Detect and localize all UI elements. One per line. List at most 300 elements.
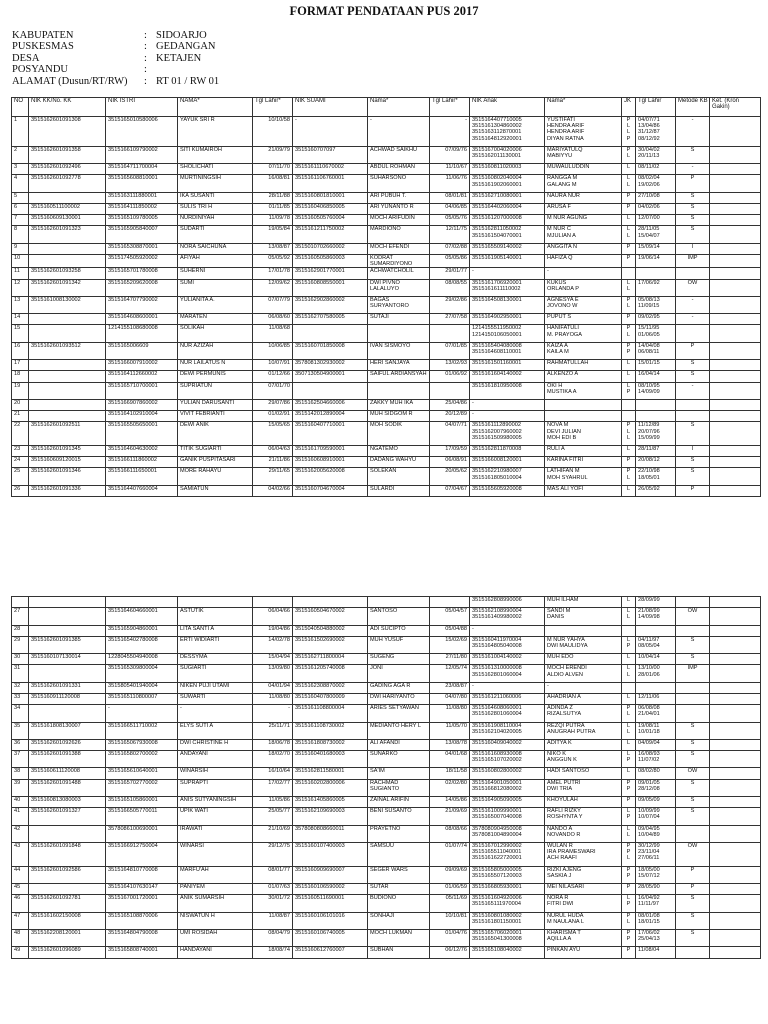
table-cell: 3515161604920006 3515165111970004 <box>470 895 545 912</box>
table-cell: MARIYATULQ MABIYYU <box>545 146 622 163</box>
table-cell: NUR AZIZAH <box>178 342 253 359</box>
table-cell: 28/11/87 <box>636 445 676 456</box>
table-cell: L L <box>622 175 636 192</box>
table-row <box>12 947 761 958</box>
table-cell: ADI SUCIPTO <box>368 625 430 636</box>
table-cell: 3515161604140002 <box>470 371 545 382</box>
table-cell: 27/07/58 <box>430 314 470 325</box>
table-cell: P L L <box>622 422 636 446</box>
table-cell: 3515040504880002 <box>293 625 368 636</box>
table-cell: 3515166511710002 <box>106 722 178 739</box>
table-cell: WINARSI <box>178 843 253 867</box>
table-cell <box>368 382 430 399</box>
table-cell <box>293 382 368 399</box>
table-cell: S <box>676 797 710 808</box>
table-cell <box>710 360 761 371</box>
table-cell: 33 <box>12 693 29 704</box>
table-cell <box>29 705 106 722</box>
table-cell <box>676 411 710 422</box>
table-cell: M NUR AGUNG <box>545 215 622 226</box>
table-cell: S <box>676 912 710 929</box>
table-cell: 14/02/78 <box>253 636 293 653</box>
table-cell: 3515164901050001 3515166812080002 <box>470 779 545 796</box>
table-cell: 3515162601091388 <box>29 751 106 768</box>
table-cell: 3515162109690003 <box>293 808 368 825</box>
table-cell: 3515162601091342 <box>29 279 106 296</box>
table-cell <box>710 314 761 325</box>
table-cell <box>710 693 761 704</box>
table-cell <box>622 411 636 422</box>
table-cell <box>29 597 106 608</box>
table-cell: 3515162005620008 <box>293 468 368 485</box>
table-cell: 3515162811870008 <box>470 445 545 456</box>
table-cell: 3515161008130002 <box>29 296 106 313</box>
table-cell: GADING AGA R <box>368 682 430 693</box>
table-row <box>12 371 761 382</box>
table-cell: 3515161108800004 <box>293 705 368 722</box>
table-cell: 3515161211060006 <box>470 693 545 704</box>
table-cell: SEGER WARS <box>368 866 430 883</box>
table-cell: 3515164102910004 <box>106 411 178 422</box>
table-cell: 3515165808740001 <box>106 947 178 958</box>
table-cell: 3515165006609 <box>106 342 178 359</box>
table-cell: 3515164407710005 3515161304860002 3515163112870001 3515164812920001 <box>470 117 545 147</box>
table-cell: 06/08/08 21/04/01 <box>636 705 676 722</box>
table-cell: 11/09/78 <box>253 215 293 226</box>
table-cell: SUTAJI <box>368 314 430 325</box>
table-cell: 22 <box>12 422 29 446</box>
table-cell: 19/08/11 10/01/18 <box>636 722 676 739</box>
table-cell: 06/08/91 <box>430 457 470 468</box>
table-cell: WULAN R IRA PRAMESWARI ACH RAAFI <box>545 843 622 867</box>
table-cell: L <box>622 693 636 704</box>
table-cell: 3515162601092626 <box>29 739 106 750</box>
table-cell: 3515160813080003 <box>29 797 106 808</box>
table-cell: 15 <box>12 325 29 342</box>
table-cell: 06/08/60 <box>253 314 293 325</box>
table-cell: S <box>676 371 710 382</box>
table-cell: 27/11/80 <box>430 654 470 665</box>
table-cell: BENI SUSANTO <box>368 808 430 825</box>
table-row <box>12 825 761 842</box>
table-cell: 3515162601093258 <box>29 268 106 279</box>
table-cell: 3515166111650001 <box>106 468 178 485</box>
table-cell: MORE RAHAYU <box>178 468 253 485</box>
table-cell: 3515162711800004 <box>293 654 368 665</box>
table-cell <box>710 422 761 446</box>
table-cell: RIZKI AJENG SASKIA J <box>545 866 622 883</box>
table-cell: SUTAR <box>368 884 430 895</box>
table-cell <box>710 243 761 254</box>
table-cell: 3515165509140002 <box>470 243 545 254</box>
table-row <box>12 843 761 867</box>
table-row <box>12 382 761 399</box>
info-separator: : <box>144 30 147 41</box>
table-cell: SONHAJI <box>368 912 430 929</box>
table-cell: 05/04/88 <box>430 625 470 636</box>
table-cell: 3515164508130001 <box>470 296 545 313</box>
table-cell <box>710 825 761 842</box>
table-cell: AGNESYA E JOVONO W <box>545 296 622 313</box>
table-cell: 3515160801080002 3515161801150001 <box>470 912 545 929</box>
table-cell: - <box>676 296 710 313</box>
table-cell: VIVIT FEBRIANTI <box>178 411 253 422</box>
table-cell: BUDIONO <box>368 895 430 912</box>
table-cell <box>710 608 761 625</box>
table-cell: NURUL HUDA M NAULANA L <box>545 912 622 929</box>
table-cell: 3515162308870002 <box>293 682 368 693</box>
table-cell: 01/07/74 <box>430 843 470 867</box>
table-cell: P P <box>622 866 636 883</box>
table-row <box>12 411 761 422</box>
table-cell: 05/05/76 <box>430 215 470 226</box>
table-cell <box>710 797 761 808</box>
info-value: GEDANGAN <box>156 41 216 53</box>
table-cell: ABDUL ROHMAN <box>368 164 430 175</box>
table-cell <box>710 400 761 411</box>
table-cell: 31 <box>12 665 29 682</box>
table-cell: 3515160401680003 <box>293 751 368 768</box>
table-cell: 3515162601092586 <box>29 866 106 883</box>
table-cell <box>545 400 622 411</box>
table-cell: SAMSUU <box>368 843 430 867</box>
column-header: Ket. (Kron Gakin) <box>710 98 761 117</box>
table-cell: 3515165109780005 <box>106 215 178 226</box>
table-cell: 43 <box>12 843 29 867</box>
table-cell: 21/09/69 <box>430 808 470 825</box>
table-cell: 3515166912750004 <box>106 843 178 867</box>
table-row <box>12 768 761 779</box>
table-cell: - <box>545 682 622 693</box>
table-cell: DEWI PERMUNIS <box>178 371 253 382</box>
table-cell <box>710 768 761 779</box>
table-cell: 3515162601091323 <box>29 226 106 243</box>
table-cell: P <box>622 243 636 254</box>
table-row <box>12 797 761 808</box>
table-cell: 02/02/80 <box>430 779 470 796</box>
table-cell: L P <box>622 808 636 825</box>
table-row <box>12 895 761 912</box>
table-cell: 3515161205740008 <box>293 665 368 682</box>
table-cell <box>710 371 761 382</box>
table-cell: SUNARKO <box>368 751 430 768</box>
table-cell: SULARDI <box>368 485 430 496</box>
table-cell: 01/11/85 <box>253 203 293 214</box>
table-cell: 04/07/80 <box>430 693 470 704</box>
table-cell: L <box>622 445 636 456</box>
table-cell: L P <box>622 636 636 653</box>
table-cell: S <box>676 457 710 468</box>
table-cell: L L <box>622 665 636 682</box>
table-row <box>12 693 761 704</box>
table-cell <box>29 314 106 325</box>
table-cell: 05/08/13 11/09/15 <box>636 296 676 313</box>
table-cell: SITI KUMAIROH <box>178 146 253 163</box>
table-cell: SANDI M DANIS <box>545 608 622 625</box>
table-cell: 3515162601091327 <box>29 808 106 825</box>
table-cell: 3515164608060001 3515162801060004 <box>470 705 545 722</box>
table-cell: 3578080904950008 3578081004890004 <box>470 825 545 842</box>
table-cell: 1228045504940008 <box>106 654 178 665</box>
table-cell: OW <box>676 608 710 625</box>
table-cell: 21 <box>12 411 29 422</box>
table-cell <box>29 884 106 895</box>
table-cell: - <box>430 117 470 147</box>
table-cell: KODRAT SUMARDIYONO <box>368 254 430 267</box>
column-header: NIK Anak <box>470 98 545 117</box>
table-cell: 01/06/92 <box>430 371 470 382</box>
table-row <box>12 203 761 214</box>
table-cell: ANIK SUMARSIH <box>178 895 253 912</box>
table-cell: MUH YUSUF <box>368 636 430 653</box>
table-cell: 01/02/91 <box>253 411 293 422</box>
table-cell <box>710 912 761 929</box>
table-cell: SUGIARTI <box>178 665 253 682</box>
table-cell: 18/02/70 <box>253 751 293 768</box>
table-cell: 11 <box>12 268 29 279</box>
table-cell: 3515164711700004 <box>106 164 178 175</box>
table-cell <box>710 485 761 496</box>
table-cell: ALI AFANDI <box>368 739 430 750</box>
table-cell: 3515161112890002 3515162007960002 3515161509980005 <box>470 422 545 446</box>
table-cell <box>545 411 622 422</box>
table-cell: 3515165702770002 <box>106 779 178 796</box>
table-cell: AFIYAH <box>178 254 253 267</box>
table-cell <box>676 597 710 608</box>
table-cell <box>710 895 761 912</box>
table-cell: 3515160406850005 <box>293 203 368 214</box>
table-cell: 07/09/76 <box>430 146 470 163</box>
table-cell: 04/07/71 13/04/86 31/12/87 08/12/92 <box>636 117 676 147</box>
column-header: NAMA* <box>178 98 253 117</box>
table-cell <box>29 411 106 422</box>
table-cell: RAHMATULLAH <box>545 360 622 371</box>
table-cell: MOCH ERENDI ALDIO ALVEN <box>545 665 622 682</box>
table-cell: S <box>676 215 710 226</box>
table-row <box>12 751 761 768</box>
table-cell: 3515164905090005 <box>470 797 545 808</box>
table-cell: 3515164111850002 <box>106 203 178 214</box>
table-cell: 17/01/78 <box>253 268 293 279</box>
table-cell: 01/04/76 <box>430 929 470 946</box>
table-cell: 3515165402780008 <box>106 636 178 653</box>
pus-table-page-2 <box>11 596 761 959</box>
table-cell: 16/08/93 11/07/02 <box>636 751 676 768</box>
table-cell: P P <box>622 779 636 796</box>
table-cell: DWI PIVNO LALALUYO <box>368 279 430 296</box>
table-cell: 3515160701850008 <box>293 342 368 359</box>
table-cell: DESSYMA <box>178 654 253 665</box>
table-cell: MOH SODIK <box>368 422 430 446</box>
table-cell: ELYS SUTI A <box>178 722 253 739</box>
table-cell <box>710 254 761 267</box>
table-cell: 3515165710700001 <box>106 382 178 399</box>
table-cell: 3515161602150008 <box>29 912 106 929</box>
table-cell: 21/08/99 14/09/98 <box>636 608 676 625</box>
table-cell: 6 <box>12 203 29 214</box>
table-cell: KHARISMA T AQILLA A <box>545 929 622 946</box>
table-cell <box>12 597 29 608</box>
table-cell <box>710 722 761 739</box>
table-cell: 30/04/02 20/11/13 <box>636 146 676 163</box>
table-cell: M NUR YAHYA DWI MAULIDYA <box>545 636 622 653</box>
info-separator: : <box>144 75 147 87</box>
table-cell: MARFU'AH <box>178 866 253 883</box>
table-cell: 13/08/87 <box>253 243 293 254</box>
table-cell: P L <box>622 705 636 722</box>
table-cell <box>29 382 106 399</box>
table-cell: ARI PUBUH T. <box>368 192 430 203</box>
table-cell: 3515165805000005 3515165507120003 <box>470 866 545 883</box>
table-cell: 3515165404080008 3515164608110001 <box>470 342 545 359</box>
table-cell: 09/05/09 <box>636 797 676 808</box>
table-cell: MUH SIDGOM R <box>368 411 430 422</box>
table-cell: 09/01/05 28/12/08 <box>636 779 676 796</box>
table-cell: 3515160802040004 3515161902060001 <box>470 175 545 192</box>
table-row <box>12 912 761 929</box>
table-cell: IRAWATI <box>178 825 253 842</box>
table-cell: 08/11/02 <box>636 164 676 175</box>
table-cell: S <box>676 468 710 485</box>
table-cell: 1214155108680008 <box>106 325 178 342</box>
table-cell: MUWAULUDDIN <box>545 164 622 175</box>
table-cell <box>710 779 761 796</box>
table-row <box>12 722 761 739</box>
table-cell: 05/05/92 <box>253 254 293 267</box>
table-cell: 16 <box>12 342 29 359</box>
table-cell: 3515164707790002 <box>106 296 178 313</box>
table-cell: 15/04/94 <box>253 654 293 665</box>
table-cell: 3515162901770001 <box>293 268 368 279</box>
table-cell: 11/05/70 <box>430 722 470 739</box>
info-value: KETAJEN <box>156 52 202 64</box>
table-cell: 3515162601092496 <box>29 164 106 175</box>
table-row <box>12 314 761 325</box>
table-cell: 3515162601092778 <box>29 175 106 192</box>
table-cell: 3515162601091308 <box>29 117 106 147</box>
table-cell: 25/11/71 <box>253 722 293 739</box>
table-cell <box>676 400 710 411</box>
table-cell <box>430 382 470 399</box>
table-row <box>12 457 761 468</box>
table-cell: NORA SAICHUNA <box>178 243 253 254</box>
table-cell: 3515165067930008 <box>106 739 178 750</box>
table-cell: 3515160811020003 <box>470 164 545 175</box>
table-cell: 08/04/79 <box>253 929 293 946</box>
table-cell: L L <box>622 226 636 243</box>
table-cell: 05/05/86 <box>430 254 470 267</box>
table-cell: - <box>106 705 178 722</box>
table-cell: 3515805401940004 <box>106 682 178 693</box>
table-cell: 3515162601092511 <box>29 422 106 446</box>
table-cell: P <box>622 947 636 958</box>
table-cell: 07/02/88 <box>430 243 470 254</box>
table-cell: I <box>676 445 710 456</box>
table-cell: 38 <box>12 768 29 779</box>
table-cell: 15/02/69 <box>430 636 470 653</box>
table-cell: 08/08/55 <box>430 279 470 296</box>
table-row <box>12 342 761 359</box>
table-cell: 3515160511690001 <box>293 895 368 912</box>
table-cell: RANGGA M GALANG M <box>545 175 622 192</box>
table-cell: 3515162902860002 <box>293 296 368 313</box>
table-cell: 34 <box>12 705 29 722</box>
table-cell: 15/09/14 <box>636 243 676 254</box>
table-cell <box>710 382 761 399</box>
table-cell: ANGGITA N <box>545 243 622 254</box>
table-cell: ZAINAL ARIFIN <box>368 797 430 808</box>
table-cell: 42 <box>12 825 29 842</box>
table-cell: 3515162601091331 <box>29 682 106 693</box>
table-cell: L P <box>622 895 636 912</box>
table-cell: 18 <box>12 371 29 382</box>
table-cell <box>253 597 293 608</box>
table-cell: 3515166008120001 <box>470 457 545 468</box>
table-cell: YAYUK SRI R <box>178 117 253 147</box>
table-cell: 26/05/92 <box>636 485 676 496</box>
table-cell: 17/06/92 <box>636 279 676 296</box>
table-cell: NORA R FITRI DWI <box>545 895 622 912</box>
table-cell: L <box>622 371 636 382</box>
table-row <box>12 866 761 883</box>
table-cell: RACHMAD SUGIANTO <box>368 779 430 796</box>
table-row <box>12 445 761 456</box>
table-cell: 3515160511100002 <box>29 203 106 214</box>
table-cell: 19/04/86 <box>253 625 293 636</box>
table-cell: 07/07/79 <box>253 296 293 313</box>
table-cell: P <box>622 314 636 325</box>
table-cell: 01/07/63 <box>253 884 293 895</box>
table-row <box>12 175 761 192</box>
table-cell: 45 <box>12 884 29 895</box>
table-cell: - <box>470 268 545 279</box>
table-row <box>12 636 761 653</box>
table-cell: 39 <box>12 779 29 796</box>
table-cell: 10/10/58 <box>253 117 293 147</box>
table-cell: 18/08/74 <box>253 947 293 958</box>
table-row <box>12 705 761 722</box>
table-cell: ZAKKY MUH IKA <box>368 400 430 411</box>
table-cell <box>636 682 676 693</box>
table-cell: 1 <box>12 117 29 147</box>
table-cell: 3515160106740005 <box>293 929 368 946</box>
table-cell: 07/11/70 <box>253 164 293 175</box>
table-row <box>12 164 761 175</box>
table-cell: L <box>622 164 636 175</box>
table-cell <box>676 825 710 842</box>
table-cell: 25 <box>12 468 29 485</box>
table-cell <box>636 400 676 411</box>
info-label: KABUPATEN <box>12 30 74 41</box>
table-row <box>12 243 761 254</box>
table-cell: 3515162601091848 <box>29 843 106 867</box>
page-title: FORMAT PENDATAAN PUS 2017 <box>289 4 479 18</box>
table-cell: 3515174505920002 <box>106 254 178 267</box>
table-cell: 27 <box>12 608 29 625</box>
table-cell: UMI ROSIDAH <box>178 929 253 946</box>
table-cell: S <box>676 192 710 203</box>
table-cell <box>710 739 761 750</box>
table-row <box>12 192 761 203</box>
table-cell: 3515010702660002 <box>293 243 368 254</box>
table-cell: P <box>676 175 710 192</box>
table-cell: 3515161501160001 <box>470 360 545 371</box>
table-cell: 26 <box>12 485 29 496</box>
table-cell <box>710 268 761 279</box>
table-cell <box>710 665 761 682</box>
table-cell: 3578081302930002 <box>293 360 368 371</box>
table-cell <box>710 843 761 867</box>
